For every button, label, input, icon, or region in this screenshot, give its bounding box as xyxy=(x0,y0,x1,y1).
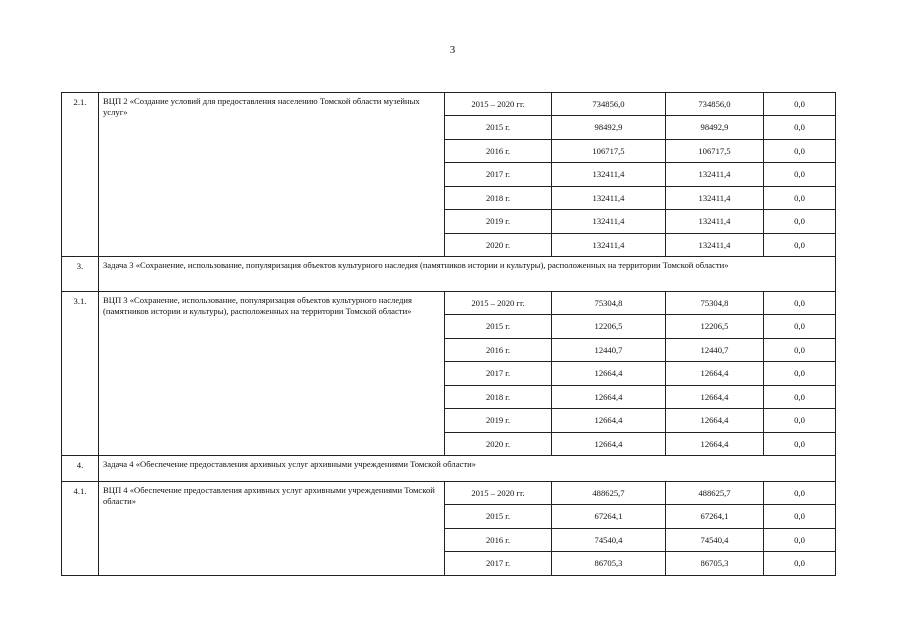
budget-cell: 132411,4 xyxy=(666,163,764,187)
period-cell: 2020 г. xyxy=(445,433,552,456)
budget-cell: 75304,8 xyxy=(666,292,764,315)
task-row xyxy=(62,456,836,482)
row-number: 4.1. xyxy=(62,482,99,576)
budget-cell: 12440,7 xyxy=(666,339,764,362)
other-cell: 0,0 xyxy=(764,386,836,409)
period-cell: 2016 г. xyxy=(445,140,552,163)
budget-cell: 132411,4 xyxy=(666,210,764,234)
program-name: ВЦП 2 «Создание условий для предоставления населению Томской области музейных услуг» xyxy=(99,93,445,257)
task-row xyxy=(62,257,836,292)
other-cell: 0,0 xyxy=(764,482,836,505)
budget-cell: 12664,4 xyxy=(666,386,764,409)
other-cell: 0,0 xyxy=(764,163,836,187)
period-cell: 2019 г. xyxy=(445,409,552,433)
budget-cell: 132411,4 xyxy=(666,234,764,257)
table-row xyxy=(62,482,836,505)
budget-cell: 12664,4 xyxy=(666,362,764,386)
total-cell: 12664,4 xyxy=(552,433,666,456)
other-cell: 0,0 xyxy=(764,292,836,315)
row-number: 2.1. xyxy=(62,93,99,257)
period-cell: 2016 г. xyxy=(445,529,552,552)
total-cell: 86705,3 xyxy=(552,552,666,576)
total-cell: 106717,5 xyxy=(552,140,666,163)
task-name: Задача 4 «Обеспечение предоставления архивных услуг архивными учреждениями Томской области» xyxy=(99,456,836,482)
period-cell: 2015 г. xyxy=(445,116,552,140)
period-cell: 2018 г. xyxy=(445,386,552,409)
row-number: 3. xyxy=(62,257,99,292)
row-number: 3.1. xyxy=(62,292,99,456)
other-cell: 0,0 xyxy=(764,315,836,339)
total-cell: 488625,7 xyxy=(552,482,666,505)
budget-cell: 12206,5 xyxy=(666,315,764,339)
budget-cell: 12664,4 xyxy=(666,409,764,433)
budget-cell: 734856,0 xyxy=(666,93,764,116)
budget-cell: 98492,9 xyxy=(666,116,764,140)
other-cell: 0,0 xyxy=(764,552,836,576)
other-cell: 0,0 xyxy=(764,210,836,234)
other-cell: 0,0 xyxy=(764,187,836,210)
program-name: ВЦП 3 «Сохранение, использование, популяризация объектов культурного наследия (памятников истории и культуры), расположенных на территории Томской области» xyxy=(99,292,445,456)
budget-cell: 67264,1 xyxy=(666,505,764,529)
budget-cell: 12664,4 xyxy=(666,433,764,456)
period-cell: 2016 г. xyxy=(445,339,552,362)
total-cell: 98492,9 xyxy=(552,116,666,140)
other-cell: 0,0 xyxy=(764,339,836,362)
period-cell: 2017 г. xyxy=(445,552,552,576)
funding-table xyxy=(61,92,836,576)
table-row xyxy=(62,292,836,315)
total-cell: 67264,1 xyxy=(552,505,666,529)
budget-cell: 86705,3 xyxy=(666,552,764,576)
budget-cell: 74540,4 xyxy=(666,529,764,552)
budget-cell: 106717,5 xyxy=(666,140,764,163)
task-name: Задача 3 «Сохранение, использование, популяризация объектов культурного наследия (памятников истории и культуры), расположенных на территории Томской области» xyxy=(99,257,836,292)
other-cell: 0,0 xyxy=(764,409,836,433)
total-cell: 734856,0 xyxy=(552,93,666,116)
other-cell: 0,0 xyxy=(764,529,836,552)
other-cell: 0,0 xyxy=(764,140,836,163)
total-cell: 132411,4 xyxy=(552,163,666,187)
total-cell: 12206,5 xyxy=(552,315,666,339)
period-cell: 2015 г. xyxy=(445,315,552,339)
total-cell: 132411,4 xyxy=(552,187,666,210)
total-cell: 12664,4 xyxy=(552,362,666,386)
row-number: 4. xyxy=(62,456,99,482)
total-cell: 12440,7 xyxy=(552,339,666,362)
other-cell: 0,0 xyxy=(764,93,836,116)
period-cell: 2015 – 2020 гг. xyxy=(445,482,552,505)
total-cell: 74540,4 xyxy=(552,529,666,552)
table-row xyxy=(62,93,836,116)
period-cell: 2017 г. xyxy=(445,362,552,386)
budget-cell: 132411,4 xyxy=(666,187,764,210)
total-cell: 75304,8 xyxy=(552,292,666,315)
period-cell: 2015 – 2020 гг. xyxy=(445,292,552,315)
total-cell: 132411,4 xyxy=(552,210,666,234)
period-cell: 2015 – 2020 гг. xyxy=(445,93,552,116)
period-cell: 2015 г. xyxy=(445,505,552,529)
other-cell: 0,0 xyxy=(764,433,836,456)
other-cell: 0,0 xyxy=(764,362,836,386)
other-cell: 0,0 xyxy=(764,116,836,140)
total-cell: 12664,4 xyxy=(552,386,666,409)
period-cell: 2018 г. xyxy=(445,187,552,210)
total-cell: 132411,4 xyxy=(552,234,666,257)
period-cell: 2020 г. xyxy=(445,234,552,257)
page-number: 3 xyxy=(449,44,456,56)
other-cell: 0,0 xyxy=(764,505,836,529)
budget-cell: 488625,7 xyxy=(666,482,764,505)
other-cell: 0,0 xyxy=(764,234,836,257)
program-name: ВЦП 4 «Обеспечение предоставления архивных услуг архивными учреждениями Томской области» xyxy=(99,482,445,576)
total-cell: 12664,4 xyxy=(552,409,666,433)
period-cell: 2019 г. xyxy=(445,210,552,234)
period-cell: 2017 г. xyxy=(445,163,552,187)
